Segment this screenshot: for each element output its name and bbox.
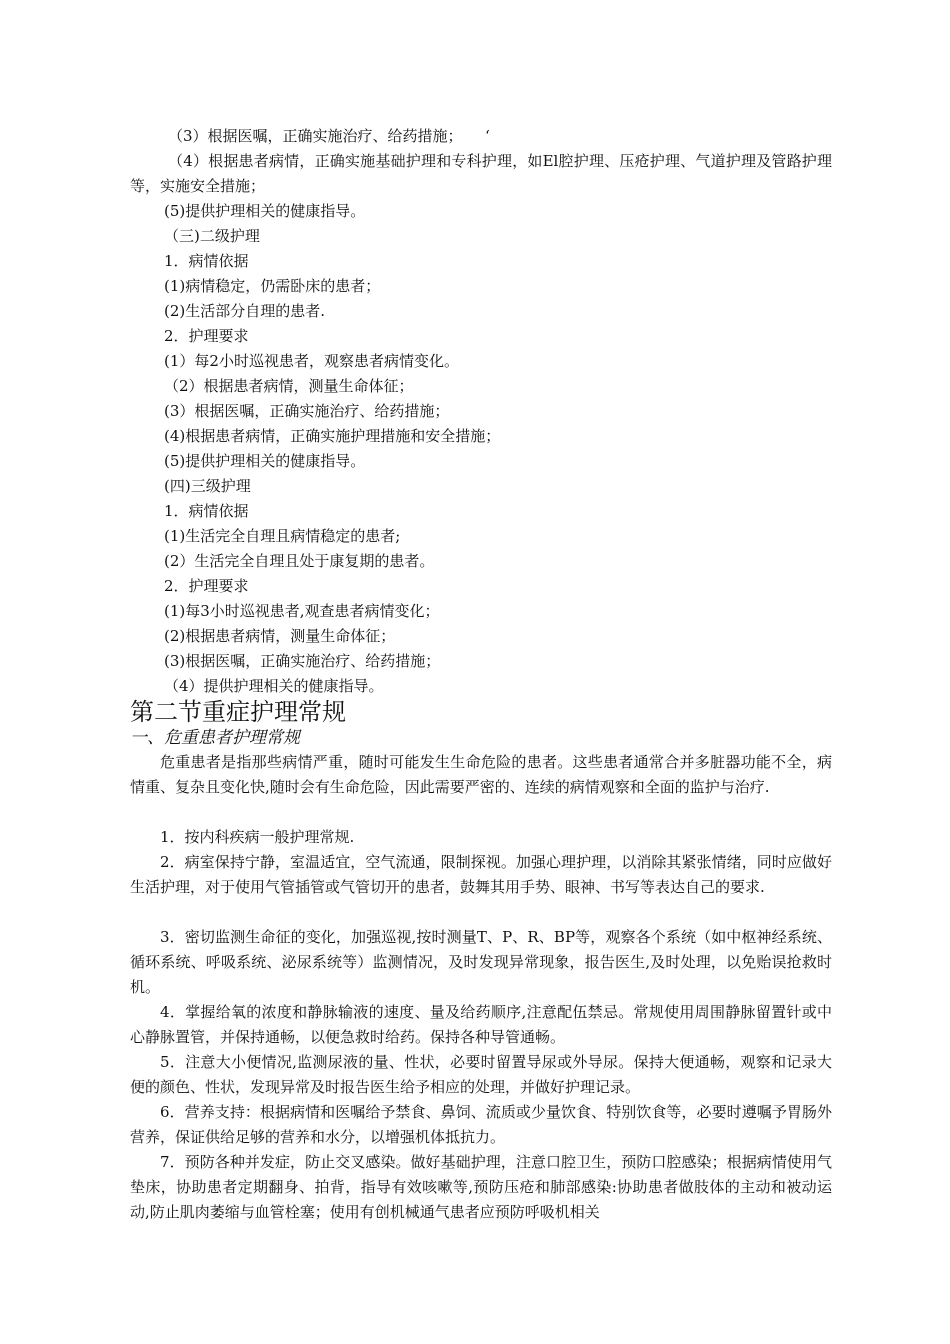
subheading: 1．病情依据: [164, 252, 249, 270]
body-paragraph: 4．掌握给氧的浓度和静脉输液的速度、量及给药顺序,注意配伍禁忌。常规使用周围静脉留置针或中心静脉置管，并保持通畅，以便急救时给药。保持各种导管通畅。: [130, 1003, 832, 1046]
nursing-item-line: (3）根据医嘱，正确实施治疗、给药措施；: [164, 402, 450, 420]
nursing-item-line: (2)生活部分自理的患者.: [164, 302, 326, 320]
body-paragraph: 6．营养支持：根据病情和医嘱给予禁食、鼻饲、流质或少量饮食、特别饮食等，必要时遵嘱予胃肠外营养，保证供给足够的营养和水分，以增强机体抵抗力。: [130, 1103, 832, 1146]
nursing-item-line: (2)根据患者病情，测量生命体征；: [164, 627, 396, 645]
nursing-item-line: (3)根据医嘱，正确实施治疗、给药措施；: [164, 652, 441, 670]
nursing-item-line: (1)生活完全自理且病情稳定的患者;: [164, 527, 401, 545]
nursing-item-line: （4）提供护理相关的健康指导。: [164, 677, 384, 695]
subheading: 1．病情依据: [164, 502, 249, 520]
nursing-item-line: (1)每3小时巡视患者,观查患者病情变化；: [164, 602, 440, 620]
subsection-title: 一、危重患者护理常规: [130, 728, 300, 748]
nursing-item-line: （4）根据患者病情，正确实施基础护理和专科护理，如El腔护理、压疮护理、气道护理及管路护理等，实施安全措施；: [130, 152, 832, 195]
subheading: 2．护理要求: [164, 577, 249, 595]
nursing-item-line: (5)提供护理相关的健康指导。: [164, 452, 366, 470]
nursing-item-line: （2）根据患者病情，测量生命体征；: [164, 377, 414, 395]
nursing-item-line: (5)提供护理相关的健康指导。: [164, 202, 366, 220]
body-paragraph: 危重患者是指那些病情严重，随时可能发生生命危险的患者。这些患者通常合并多脏器功能不全，病情重、复杂且变化快,随时会有生命危险，因此需要严密的、连续的病情观察和全面的监护与治疗.: [130, 753, 832, 796]
body-paragraph: 5．注意大小便情况,监测尿液的量、性状，必要时留置导尿或外导尿。保持大便通畅，观察和记录大便的颜色、性状，发现异常及时报告医生给予相应的处理，并做好护理记录。: [130, 1053, 832, 1096]
nursing-level-heading: （三)二级护理: [164, 227, 260, 245]
body-paragraph: 1．按内科疾病一般护理常规.: [160, 828, 355, 846]
subheading: 2．护理要求: [164, 327, 249, 345]
nursing-item-line: (4)根据患者病情，正确实施护理措施和安全措施；: [164, 427, 501, 445]
nursing-item-line: (1）每2小时巡视患者，观察患者病情变化。: [164, 352, 459, 370]
body-paragraph: 2．病室保持宁静，室温适宜，空气流通，限制探视。加强心理护理，以消除其紧张情绪，同时应做好生活护理，对于使用气管插管或气管切开的患者，鼓舞其用手势、眼神、书写等表达自己的要求.: [130, 853, 832, 896]
nursing-item-line: （3）根据医嘱，正确实施治疗、给药措施； ‘: [168, 127, 490, 145]
nursing-level-heading: (四)三级护理: [164, 477, 251, 495]
section-title: 第二节重症护理常规: [130, 698, 346, 726]
body-paragraph: 7．预防各种并发症，防止交叉感染。做好基础护理，注意口腔卫生，预防口腔感染；根据病情使用气垫床，协助患者定期翻身、拍背，指导有效咳嗽等,预防压疮和肺部感染:协助患者做肢体的主动和被动运动,防止肌肉萎缩与血管栓塞；使用有创机械通气患者应预防呼吸机相关: [130, 1153, 832, 1221]
nursing-item-line: (2）生活完全自理且处于康复期的患者。: [164, 552, 435, 570]
body-paragraph: 3．密切监测生命征的变化，加强巡视,按时测量T、P、R、BP等，观察各个系统（如中枢神经系统、循环系统、呼吸系统、泌尿系统等）监测情况，及时发现异常现象，报告医生,及时处理，以免贻误抢救时机。: [130, 928, 832, 996]
nursing-item-line: (1)病情稳定，仍需卧床的患者；: [164, 277, 381, 295]
